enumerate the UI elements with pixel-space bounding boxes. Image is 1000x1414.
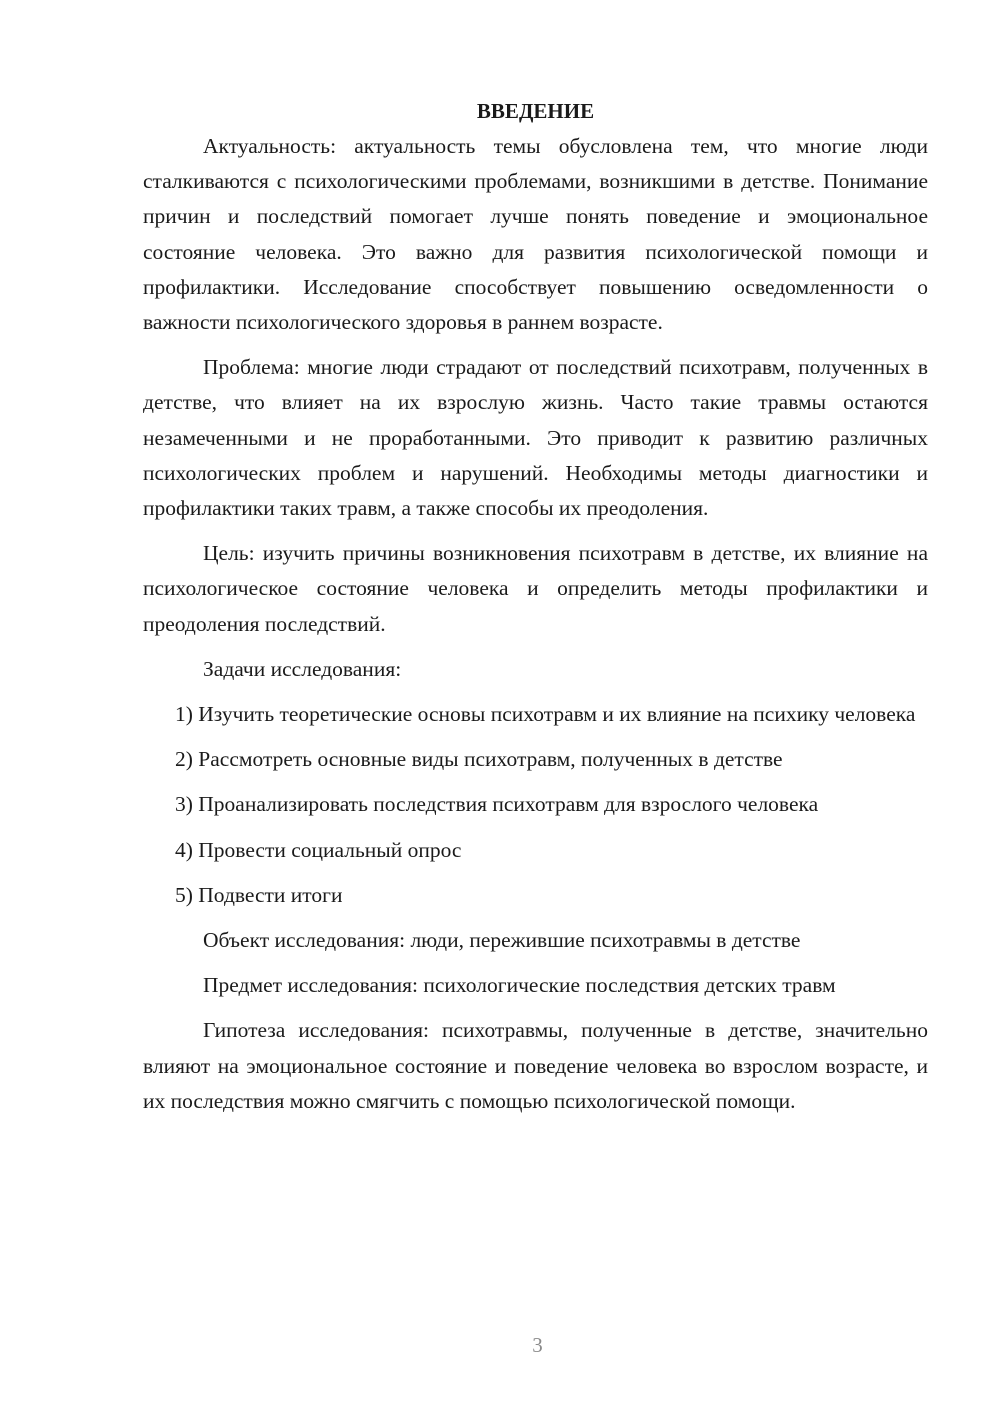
task-item-1: 1) Изучить теоретические основы психотравм и их влияние на психику человека xyxy=(175,702,916,727)
task-item-5: 5) Подвести итоги xyxy=(175,882,343,907)
document-page xyxy=(143,94,928,1119)
paragraph-problem: Проблема: многие люди страдают от последствий психотравм, полученных в детстве, что влияет на их взрослую жизнь. Часто такие травмы остаются незамеченными и не проработанными. Это приводит к развитию различных психологических проблем и нарушений. Необходимы методы диагностики и профилактики таких травм, а также способы их преодоления. xyxy=(143,355,928,521)
paragraph-object: Объект исследования: люди, пережившие психотравмы в детстве xyxy=(203,928,801,953)
paragraph-goal: Цель: изучить причины возникновения психотравм в детстве, их влияние на психологическое состояние человека и определить методы профилактики и преодоления последствий. xyxy=(143,541,928,636)
task-item-4: 4) Провести социальный опрос xyxy=(175,837,462,862)
page-number: 3 xyxy=(532,1333,543,1357)
page-title: ВВЕДЕНИЕ xyxy=(476,99,595,123)
paragraph-subject: Предмет исследования: психологические последствия детских травм xyxy=(203,973,836,998)
paragraph-hypothesis: Гипотеза исследования: психотравмы, полученные в детстве, значительно влияют на эмоциональное состояние и поведение человека во взрослом возрасте, и их последствия можно смягчить с помощью психологической помощи. xyxy=(143,1018,928,1113)
task-item-2: 2) Рассмотреть основные виды психотравм, полученных в детстве xyxy=(175,747,783,772)
task-item-3: 3) Проанализировать последствия психотравм для взрослого человека xyxy=(175,792,819,817)
paragraph-relevance: Актуальность: актуальность темы обусловлена тем, что многие люди сталкиваются с психологическими проблемами, возникшими в детстве. Понимание причин и последствий помогает лучше понять поведение и эмоциональное состояние человека. Это важно для развития психологической помощи и профилактики. Исследование способствует повышению осведомленности о важности психологического здоровья в раннем возрасте. xyxy=(143,134,928,335)
tasks-heading: Задачи исследования: xyxy=(203,656,402,681)
